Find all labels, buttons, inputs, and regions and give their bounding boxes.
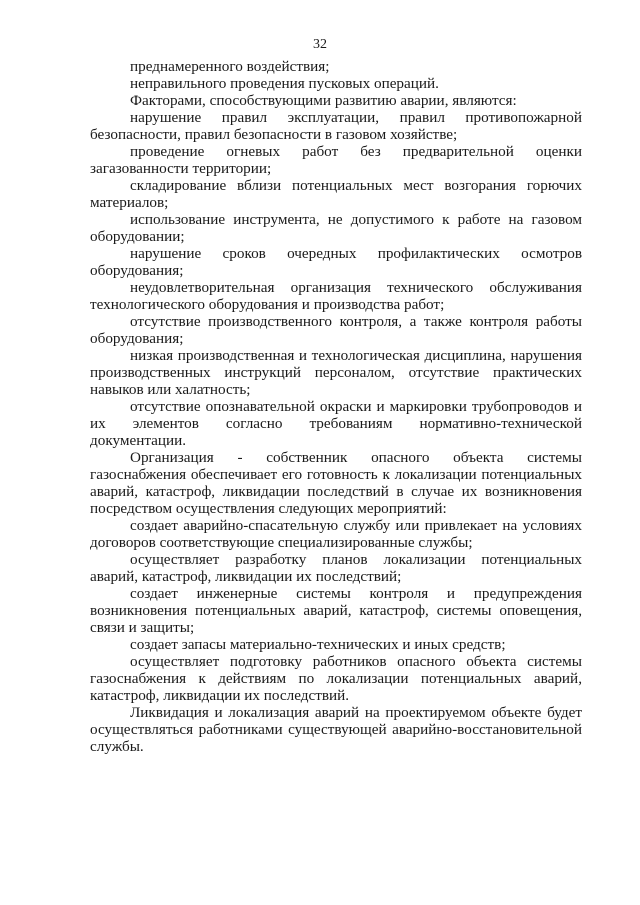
paragraph: осуществляет разработку планов локализации потенциальных аварий, катастроф, ликвидации их последствий; — [90, 551, 582, 585]
paragraph: складирование вблизи потенциальных мест возгорания горючих материалов; — [90, 177, 582, 211]
paragraph: Факторами, способствующими развитию аварии, являются: — [130, 92, 517, 109]
paragraph: использование инструмента, не допустимого к работе на газовом оборудовании; — [90, 211, 582, 245]
paragraph: создает аварийно-спасательную службу или привлекает на условиях договоров соответствующие специализированные службы; — [90, 517, 582, 551]
paragraph: низкая производственная и технологическая дисциплина, нарушения производственных инструкций персоналом, отсутствие практических навыков или халатность; — [90, 347, 582, 398]
paragraph: отсутствие производственного контроля, а также контроля работы оборудования; — [90, 313, 582, 347]
paragraph: отсутствие опознавательной окраски и маркировки трубопроводов и их элементов согласно требованиям нормативно-технической документации. — [90, 398, 582, 449]
paragraph: осуществляет подготовку работников опасного объекта системы газоснабжения к действиям по локализации потенциальных аварий, катастроф, ликвидации их последствий. — [90, 653, 582, 704]
paragraph: Ликвидация и локализация аварий на проектируемом объекте будет осуществляться работниками существующей аварийно-восстановительной службы. — [90, 704, 582, 755]
body-text — [90, 58, 582, 755]
page-number: 32 — [313, 37, 327, 52]
paragraph: преднамеренного воздействия; — [130, 58, 330, 75]
paragraph: проведение огневых работ без предварительной оценки загазованности территории; — [90, 143, 582, 177]
paragraph: неправильного проведения пусковых операций. — [130, 75, 439, 92]
paragraph: неудовлетворительная организация технического обслуживания технологического оборудования и производства работ; — [90, 279, 582, 313]
paragraph: Организация - собственник опасного объекта системы газоснабжения обеспечивает его готовность к локализации потенциальных аварий, катастроф, ликвидации последствий в случае их возникновения посредством осуществления следующих мероприятий: — [90, 449, 582, 517]
paragraph: создает запасы материально-технических и иных средств; — [130, 636, 506, 653]
paragraph: создает инженерные системы контроля и предупреждения возникновения потенциальных аварий, катастроф, системы оповещения, связи и защиты; — [90, 585, 582, 636]
paragraph: нарушение сроков очередных профилактических осмотров оборудования; — [90, 245, 582, 279]
paragraph: нарушение правил эксплуатации, правил противопожарной безопасности, правил безопасности в газовом хозяйстве; — [90, 109, 582, 143]
